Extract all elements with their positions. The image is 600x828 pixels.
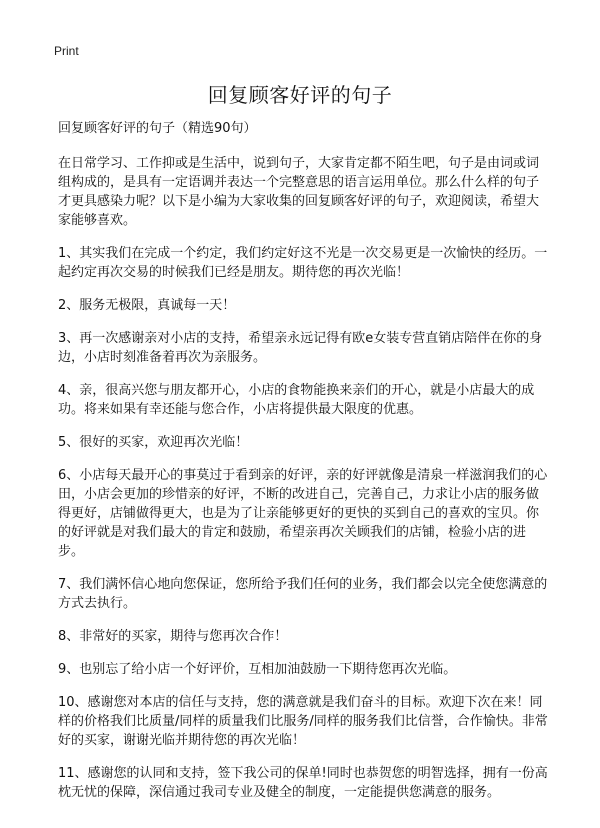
list-item: 10、感谢您对本店的信任与支持，您的满意就是我们奋斗的目标。欢迎下次在来！同样的价格我们比质量/同样的质量我们比服务/同样的服务我们比信誉，合作愉快。非常好的买家，谢谢光临并期待您的再次光临！	[58, 695, 548, 748]
list-item: 5、很好的买家，欢迎再次光临！	[58, 435, 249, 450]
list-item: 4、亲，很高兴您与朋友都开心，小店的食物能换来亲们的开心，就是小店最大的成功。将来如果有幸还能与您合作，小店将提供最大限度的优惠。	[58, 383, 535, 417]
article-body	[58, 118, 550, 816]
article-subtitle: 回复顾客好评的句子（精选90句）	[58, 121, 257, 136]
list-item: 11、感谢您的认同和支持，签下我公司的保单!同时也恭贺您的明智选择，拥有一份高枕无忧的保障，深信通过我司专业及健全的制度，一定能提供您满意的服务。	[58, 766, 548, 800]
list-item: 6、小店每天最开心的事莫过于看到亲的好评，亲的好评就像是清泉一样滋润我们的心田，小店会更加的珍惜亲的好评，不断的改进自己，完善自己，力求让小店的服务做得更好，店铺做得更大，也是为了让亲能够更好的更快的买到自己的喜欢的宝贝。你的好评就是对我们最大的肯定和鼓励，希望亲再次关顾我们的店铺，检验小店的进步。	[58, 468, 548, 559]
page-title: 回复顾客好评的句子	[207, 83, 393, 107]
print-link[interactable]: Print	[54, 44, 79, 58]
list-item: 9、也别忘了给小店一个好评价，互相加油鼓励一下期待您再次光临。	[58, 662, 457, 677]
list-item: 3、再一次感谢亲对小店的支持，希望亲永远记得有欧e女装专营直销店陪伴在你的身边，小店时刻准备着再次为亲服务。	[58, 331, 543, 365]
list-item: 8、非常好的买家，期待与您再次合作！	[58, 629, 288, 644]
list-item: 2、服务无极限，真诚每一天！	[58, 298, 236, 313]
intro-paragraph: 在日常学习、工作抑或是生活中，说到句子，大家肯定都不陌生吧，句子是由词或词组构成的，是具有一定语调并表达一个完整意思的语言运用单位。那么什么样的句子才更具感染力呢？以下是小编为大家收集的回复顾客好评的句子，欢迎阅读，希望大家能够喜欢。	[58, 156, 540, 228]
list-item: 1、其实我们在完成一个约定，我们约定好这不光是一次交易更是一次愉快的经历。一起约定再次交易的时候我们已经是朋友。期待您的再次光临！	[58, 246, 548, 280]
list-item: 7、我们满怀信心地向您保证，您所给予我们任何的业务，我们都会以完全使您满意的方式去执行。	[58, 577, 548, 611]
